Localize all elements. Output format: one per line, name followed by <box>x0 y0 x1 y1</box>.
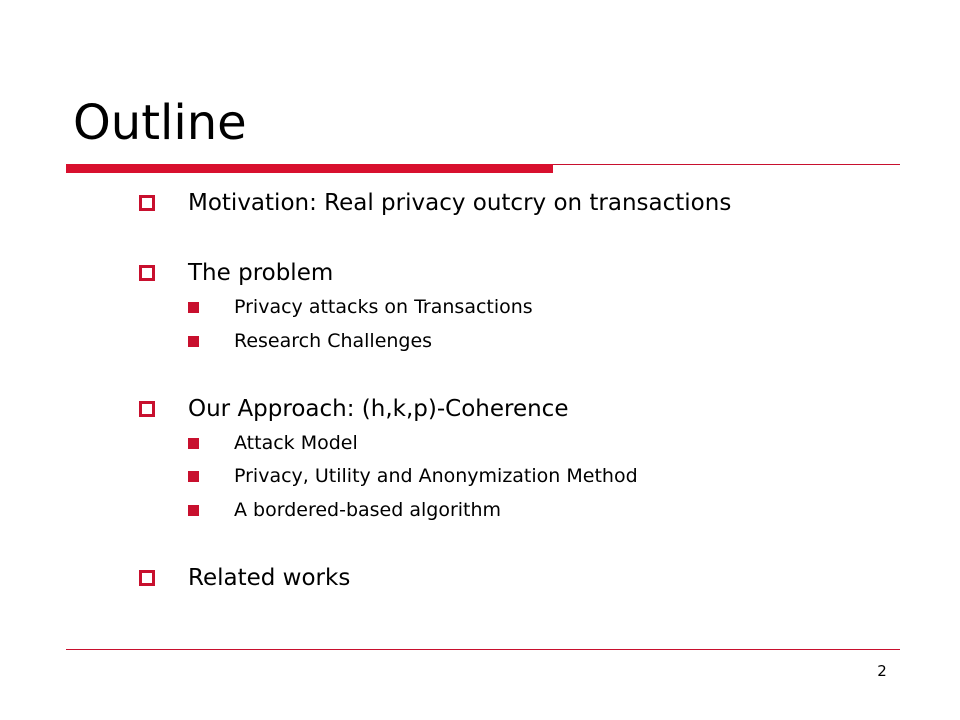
outline-subitem-research-challenges <box>188 327 433 355</box>
hollow-square-bullet-icon <box>139 195 155 211</box>
outline-item-approach <box>139 393 569 425</box>
slide-title: Outline <box>73 95 247 151</box>
outline-subitem-label: Privacy, Utility and Anonymization Method <box>234 465 638 487</box>
filled-square-bullet-icon <box>188 302 199 313</box>
outline-subitem-label: Research Challenges <box>234 330 433 352</box>
outline-subitem-label: A bordered-based algorithm <box>234 499 502 521</box>
outline-item-problem <box>139 257 334 289</box>
outline-subitem-label: Privacy attacks on Transactions <box>234 296 533 318</box>
outline-item-label: Motivation: Real privacy outcry on transactions <box>188 190 732 216</box>
filled-square-bullet-icon <box>188 336 199 347</box>
outline-item-motivation <box>139 187 732 219</box>
footer-divider-line <box>66 649 900 650</box>
filled-square-bullet-icon <box>188 471 199 482</box>
outline-item-label: Our Approach: (h,k,p)-Coherence <box>188 396 569 422</box>
hollow-square-bullet-icon <box>139 401 155 417</box>
outline-subitem-privacy-utility <box>188 462 638 490</box>
outline-item-label: Related works <box>188 565 351 591</box>
page-number: 2 <box>877 662 887 680</box>
outline-item-label: The problem <box>188 260 334 286</box>
hollow-square-bullet-icon <box>139 265 155 281</box>
outline-subitem-label: Attack Model <box>234 432 358 454</box>
hollow-square-bullet-icon <box>139 570 155 586</box>
filled-square-bullet-icon <box>188 438 199 449</box>
filled-square-bullet-icon <box>188 505 199 516</box>
outline-subitem-privacy-attacks <box>188 293 533 321</box>
outline-item-related-works <box>139 562 351 594</box>
outline-subitem-algorithm <box>188 496 502 524</box>
outline-subitem-attack-model <box>188 429 358 457</box>
